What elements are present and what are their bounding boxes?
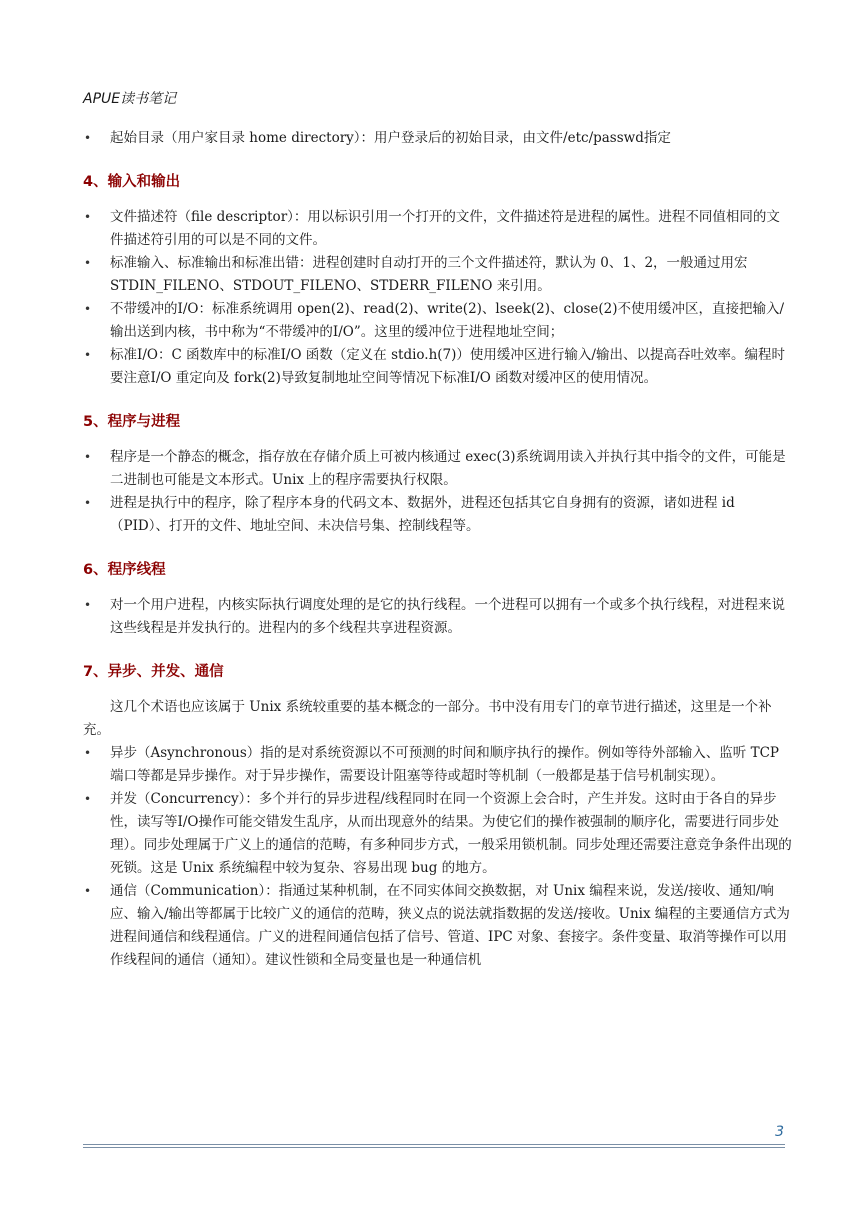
list-item: • 标准I/O：C 函数库中的标准I/O 函数（定义在 stdio.h(7)）使用缓冲区进行输入/输出、以提高吞吐效率。编程时要注意I/O 重定向及 fork(2)导致复制地址空间等情况下标准I/O 函数对缓冲区的使用情况。	[83, 344, 793, 390]
section-heading-io: 4、输入和输出	[83, 174, 181, 190]
page-content	[83, 127, 793, 972]
intro-list	[83, 127, 793, 150]
section-heading-threads: 6、程序线程	[83, 562, 166, 578]
list-item: • 标准输入、标准输出和标准出错：进程创建时自动打开的三个文件描述符，默认为 0、1、2，一般通过用宏 STDIN_FILENO、STDOUT_FILENO、STDERR_FILENO 来引用。	[83, 252, 793, 298]
list-item: • 起始目录（用户家目录 home directory）：用户登录后的初始目录，由文件/etc/passwd指定	[83, 127, 793, 150]
section-heading-async: 7、异步、并发、通信	[83, 664, 224, 680]
list-item: • 程序是一个静态的概念，指存放在存储介质上可被内核通过 exec(3)系统调用读入并执行其中指令的文件，可能是二进制也可能是文本形式。Unix 上的程序需要执行权限。	[83, 446, 793, 492]
list-item: • 文件描述符（file descriptor）：用以标识引用一个打开的文件，文件描述符是进程的属性。进程不同值相同的文件描述符引用的可以是不同的文件。	[83, 206, 793, 252]
section-list-async	[83, 742, 793, 972]
section-heading-program-process: 5、程序与进程	[83, 414, 181, 430]
list-item: • 并发（Concurrency）：多个并行的异步进程/线程同时在同一个资源上会合时，产生并发。这时由于各自的异步性，读写等I/O操作可能交错发生乱序，从而出现意外的结果。为使它们的操作被强制的顺序化，需要进行同步处理）。同步处理属于广义上的通信的范畴，有多种同步方式，一般采用锁机制。同步处理还需要注意竞争条件出现的死锁。这是 Unix 系统编程中较为复杂、容易出现 bug 的地方。	[83, 788, 793, 880]
section-list-threads	[83, 594, 793, 640]
list-item: • 异步（Asynchronous）指的是对系统资源以不可预测的时间和顺序执行的操作。例如等待外部输入、监听 TCP 端口等都是异步操作。对于异步操作，需要设计阻塞等待或超时等机制（一般都是基于信号机制实现）。	[83, 742, 793, 788]
section-list-program-process	[83, 446, 793, 538]
list-item: • 进程是执行中的程序，除了程序本身的代码文本、数据外，进程还包括其它自身拥有的资源，诸如进程 id（PID）、打开的文件、地址空间、未决信号集、控制线程等。	[83, 492, 793, 538]
page-number: 3	[775, 1124, 784, 1140]
footer-rule	[83, 1147, 785, 1148]
running-header: APUE读书笔记	[83, 91, 177, 107]
section-list-io	[83, 206, 793, 390]
section-paragraph-async: 这几个术语也应该属于 Unix 系统较重要的基本概念的一部分。书中没有用专门的章节进行描述，这里是一个补充。	[83, 699, 772, 738]
list-item: • 通信（Communication）：指通过某种机制，在不同实体间交换数据，对 Unix 编程来说，发送/接收、通知/响应、输入/输出等都属于比较广义的通信的范畴，狭义点的说法就指数据的发送/接收。Unix 编程的主要通信方式为进程间通信和线程通信。广义的进程间通信包括了信号、管道、IPC 对象、套接字。条件变量、取消等操作可以用作线程间的通信（通知）。建议性锁和全局变量也是一种通信机	[83, 880, 793, 972]
list-item: • 不带缓冲的I/O：标准系统调用 open(2)、read(2)、write(2)、lseek(2)、close(2)不使用缓冲区，直接把输入/输出送到内核，书中称为“不带缓冲的I/O”。这里的缓冲位于进程地址空间；	[83, 298, 793, 344]
footer-rule	[83, 1144, 785, 1145]
list-item: • 对一个用户进程，内核实际执行调度处理的是它的执行线程。一个进程可以拥有一个或多个执行线程，对进程来说这些线程是并发执行的。进程内的多个线程共享进程资源。	[83, 594, 793, 640]
